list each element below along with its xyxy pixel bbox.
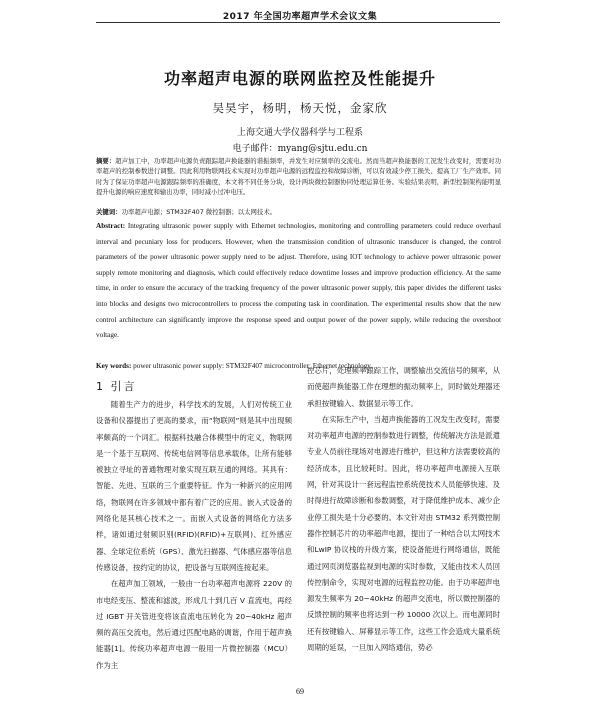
header-rule xyxy=(96,22,500,23)
body-column-right xyxy=(307,363,500,656)
chinese-keywords xyxy=(96,207,501,217)
body-column-left xyxy=(96,397,292,674)
email-address: myang@sjtu.edu.cn xyxy=(277,144,368,154)
affiliation: 上海交通大学仪器科学与工程系 xyxy=(236,128,363,138)
chinese-keywords-text: 功率超声电源；STM32F407 微控制器；以太网技术。 xyxy=(121,208,277,216)
running-head: 2017 年全国功率超声学术会议文集 xyxy=(222,12,378,22)
body-paragraph: 在实际生产中，当超声换能器的工况发生改变时，需要对功率超声电源的控制参数进行调整，传统解决方法是派遣专业人员前往现场对电源进行维护，但这种方法需要较高的经济成本，且比较耗时。因此，将功率超声电源接入互联网，针对其设计一套远程监控系统使技术人员能够快速、及时得进行故障诊断和参数调整，对于降低维护成本、减少企业停工损失是十分必要的。本文针对由 STM32 系列微控制器作控制芯片的功率超声电源，提出了一种结合以太网技术和LwIP 协议栈的升级方案，使设备能进行网络通信，既能通过网页浏览器监视到电源的实时参数，又能由技术人员回传控制命令，实现对电源的远程监控功能。由于功率超声电源发生频率为 20~40kHz 的超声交流电，所以微控制器的反馈控制的频率也将达到一秒 10000 次以上。而电源同时还有按键输入、屏幕显示等工作，这些工作会造成大量系统周期的延误，一旦加入网络通信，势必 xyxy=(307,414,500,653)
author-list: 吴昊宇，杨明，杨天悦，金家欣 xyxy=(212,101,388,115)
chinese-abstract xyxy=(96,156,501,198)
chinese-abstract-text: 超声加工中，功率超声电源负责跟踪超声换能器的谐振频率，并发生对应频率的交流电。然而当超声换能器的工况发生改变时，需要对功率超声的控制参数进行调整。因此利用物联网技术实现对功率超声电源的远程监控和故障诊断，可以有效减少停工损失、提高工厂生产效率。同时为了保证功率超声电源跟踪频率的准确度，本文将不同任务分块，设计两块微控制器协同处理运算任务。实验结果表明，新型控制架构能明显提升电源的响应速度和输出功率，同时减小过冲电压。 xyxy=(96,157,502,197)
english-abstract-text: Integrating ultrasonic power supply with Ethernet technologies, monitoring and controlling parameters could reduce overhaul interval and pecuniary loss for producers. However, when the transmission condition of ultrasonic transducer is changed, the control parameters of the power ultrasonic power supply need to be adjust. Therefore, using IOT technology to achieve power ultrasonic power supply remote monitoring and diagnosis, which could effectively reduce downtime losses and improve production efficiency. At the same time, in order to ensure the accuracy of the tracking frequency of the power ultrasonic power supply, this paper divides the different tasks into blocks and designs two microcontrollers to process the computing task in coordination. The experimental results show that the new control architecture can significantly improve the response speed and output power of the power supply, while reducing the overshoot voltage. xyxy=(96,222,501,340)
email-label: 电子邮件： xyxy=(232,144,278,154)
english-abstract xyxy=(96,219,501,344)
body-paragraph: 控芯片，处理频率跟踪工作，调整输出交流信号的频率，从而使超声换能器工作在理想的振动频率上，同时做处理器还承担按键输入、数据显示等工作。 xyxy=(307,366,500,408)
english-keywords-text: power ultrasonic power supply: STM32F407 microcontroller; Ethernet technology. xyxy=(133,362,373,370)
body-paragraph: 随着生产力的进步，科学技术的发展，人们对传统工业设备和仪器提出了更高的要求，而“物联网”则是其中出现频率颇高的一个词汇。根据科技融合体模型中的定义，物联网是一个基于互联网、传统电信网等信息承载体，让所有能够被独立寻址的普通物理对象实现互联互通的网络。其具有：智能、先进、互联的三个重要特征。作为一种新兴的应用网络，物联网在许多领域中都有着广泛的应用。嵌入式设备的网络化是其核心技术之一。而嵌入式设备的网络化方法多样，诸如通过射频识别(RFID)(RFID)+互联网)、红外感应器、全球定位系统（GPS）、激光扫描器、气体感应器等信息传感设备，按约定的协议，把设备与互联网连接起来。 xyxy=(96,400,292,572)
section-heading: 1 引言 xyxy=(96,380,137,393)
english-keywords-label: Key words: xyxy=(96,362,132,370)
paper-title: 功率超声电源的联网监控及性能提升 xyxy=(163,69,436,88)
page-number: 69 xyxy=(296,687,304,696)
chinese-abstract-label: 摘要： xyxy=(96,157,116,165)
body-paragraph: 在超声加工领域，一般由一台功率超声电源将 220V 的市电经变压、整流和滤波，形成几十到几百 V 直流电，再经过 IGBT 开关管进变将该直流电压转化为 20~40kHz 超声频的高压交流电，然后通过匹配电路的调谐，作用于超声换能器[1]。传统功率超声电源一般用一片微控制器（MCU）作为主 xyxy=(96,579,292,670)
chinese-keywords-label: 关键词： xyxy=(96,208,122,216)
english-abstract-label: Abstract: xyxy=(96,222,126,230)
email-line xyxy=(0,141,600,154)
